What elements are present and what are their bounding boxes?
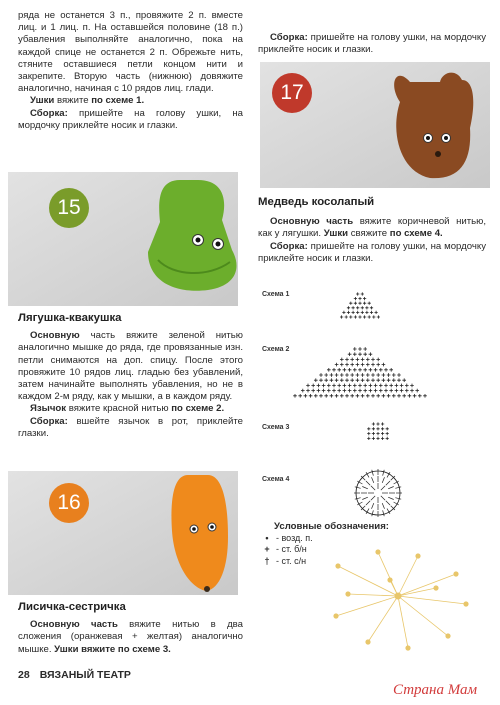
dandelion-decoration-icon xyxy=(328,548,478,658)
chain-stitch-icon: • xyxy=(265,532,269,543)
double-crochet-icon: † xyxy=(264,555,270,566)
fox-title: Лисичка-сестричка xyxy=(18,601,126,613)
single-crochet-icon: + xyxy=(264,544,270,554)
scheme-2-label: Схема 2 xyxy=(262,346,290,353)
mouse-continuation xyxy=(18,10,243,132)
scheme-1-label: Схема 1 xyxy=(262,291,290,298)
scheme-1-diagram xyxy=(330,288,390,328)
fox-number-badge: 16 xyxy=(49,483,89,523)
assembly-line: Сборка: пришейте на голову ушки, на мордочку приклейте носик и глазки. xyxy=(258,32,486,56)
bear-number-badge: 17 xyxy=(272,73,312,113)
frog-puppet-image xyxy=(8,172,238,306)
fox-main: Основную часть вяжите нитью в два сложения (оранжевая + желтая) аналогично мышке. Ушки вяжите по схеме 3. xyxy=(18,619,243,655)
scheme-4-diagram xyxy=(354,469,402,517)
frog-title: Лягушка-квакушка xyxy=(18,312,122,324)
frog-assembly: Сборка: вшейте язычок в рот, приклейте глазки. xyxy=(18,415,243,439)
mouse-paragraph: ряда не останется 3 п., провяжите 2 п. вместе лиц. и 1 лиц. п. На оставшейся половине (18 п.) убавления выполняйте аналогично, пока на каждой спице не останется 2 п. Обрежьте нить, стяните оставшиеся петли концом нити и закрепите. Вторую часть (нижнюю) довяжите аналогично, начиная с 10 рядов лиц. глади. xyxy=(18,10,243,95)
mouse-ears-line: Ушки вяжите по схеме 1. xyxy=(30,95,145,107)
mouse-assembly: Сборка: пришейте на голову ушки, на мордочку приклейте носик и глазки. xyxy=(18,107,243,131)
frog-number-badge: 15 xyxy=(49,188,89,228)
frog-photo xyxy=(8,172,238,306)
site-watermark: Страна Мам xyxy=(393,682,478,698)
legend-item: • - возд. п. xyxy=(262,533,389,545)
page-number: 28 xyxy=(18,669,30,681)
right-top-assembly xyxy=(258,32,486,56)
page-footer xyxy=(18,669,131,681)
legend-title: Условные обозначения: xyxy=(274,521,389,532)
fox-photo xyxy=(8,471,238,595)
frog-tongue: Язычок вяжите красной нитью по схеме 2. xyxy=(30,403,225,415)
scheme-3-diagram xyxy=(362,418,394,446)
fox-section xyxy=(18,601,243,656)
section-title: ВЯЗАНЫЙ ТЕАТР xyxy=(39,669,131,681)
frog-main: Основную часть вяжите зеленой нитью аналогично мышке до ряда, где провязанные изн. петли снимаются на доп. спицу. После этого провяжите 10 рядов лиц. гладью без убавлений, затем начинайте выполнять убавления, но не в каждом 2-м ряду, как у мышки, а в каждом ряду. xyxy=(18,330,243,403)
bear-title: Медведь косолапый xyxy=(258,196,375,208)
bear-section xyxy=(258,196,486,265)
scheme-4-label: Схема 4 xyxy=(262,476,290,483)
legend-item: + - ст. б/н xyxy=(262,544,389,556)
scheme-2-diagram xyxy=(290,343,430,399)
legend-item: † - ст. с/н xyxy=(262,556,389,568)
scheme-3-label: Схема 3 xyxy=(262,424,290,431)
bear-main: Основную часть вяжите коричневой нитью, как у лягушки. Ушки свяжите по схеме 4. xyxy=(258,216,487,240)
frog-section xyxy=(18,312,243,440)
bear-assembly: Сборка: пришейте на голову ушки, на мордочку приклейте носик и глазки. xyxy=(258,240,486,264)
fox-puppet-image xyxy=(8,471,238,595)
